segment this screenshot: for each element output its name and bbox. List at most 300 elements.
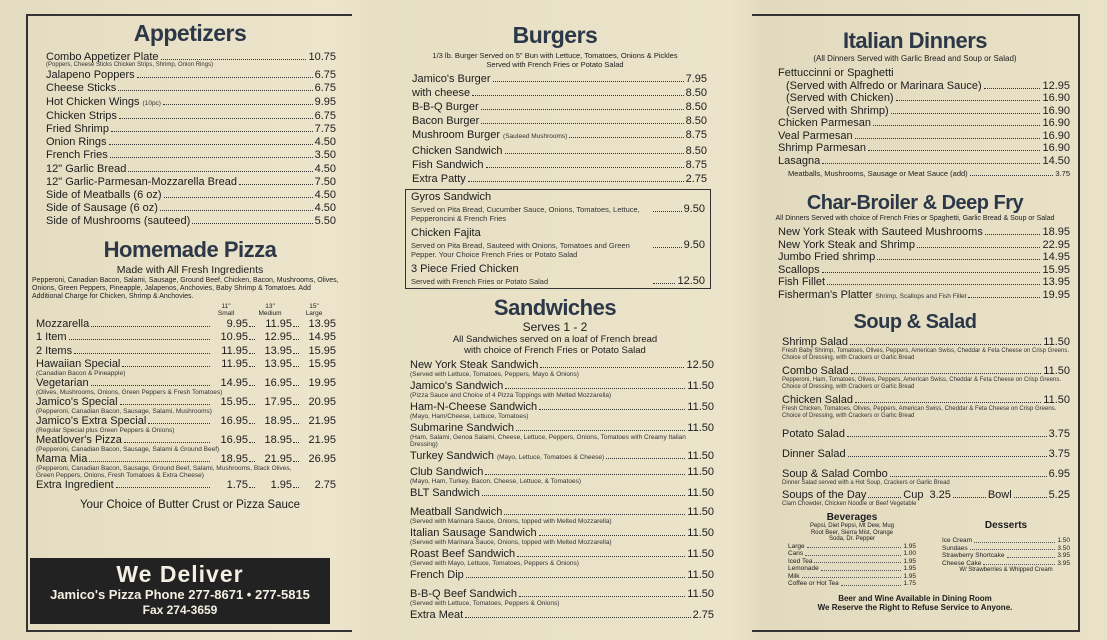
dessert-item [942, 545, 1070, 553]
pizza-note: (Pepperoni, Canadian Bacon, Sausage, Salami, Mushrooms) [36, 408, 212, 416]
special-name: Chicken Fajita [411, 227, 481, 239]
item-name: Mushroom Burger [412, 129, 501, 141]
dot-leader [69, 339, 210, 340]
we-deliver-banner [30, 558, 330, 624]
beverage-price: 1.95 [903, 557, 916, 565]
menu-item [782, 428, 1070, 440]
dot-leader [516, 430, 685, 431]
pizza-price-medium: 21.95 [264, 453, 292, 466]
menu-item [410, 609, 714, 621]
italian-intro: (All Dinners Served with Garlic Bread and Soup or Salad) [813, 54, 1017, 63]
soups-cup-label: Cup [903, 489, 924, 501]
dot-leader [984, 88, 1041, 89]
dot-leader [249, 385, 255, 386]
item-price: 16.90 [1042, 117, 1070, 129]
beverage-name: Coffee or Hot Tea [788, 580, 839, 588]
pizza-price-large: 15.95 [308, 358, 336, 371]
item-price: 8.50 [685, 87, 707, 99]
pizza-note: (Canadian Bacon & Pineapple) [36, 370, 126, 378]
item-name: BLT Sandwich [410, 487, 480, 499]
item-price: 11.50 [1043, 394, 1070, 406]
pizza-size: 11" [221, 302, 231, 310]
menu-item [46, 189, 336, 202]
item-note: (Served with Mayo, Lettuce, Tomatoes, Peppers & Onions) [410, 560, 579, 567]
dot-leader [122, 366, 210, 367]
dessert-name: Ice Cream [942, 537, 972, 544]
specials-box [405, 189, 711, 289]
menu-item [778, 155, 1070, 168]
pizza-price-large: 2.75 [314, 479, 336, 492]
dot-leader [293, 404, 299, 405]
menu-item [782, 365, 1070, 377]
dessert-price: 1.50 [1057, 537, 1070, 544]
item-name: 12" Garlic-Parmesan-Mozzarella Bread [46, 175, 237, 188]
dot-leader [91, 385, 210, 386]
pizza-size-column [292, 303, 336, 318]
pizza-name: 2 Items [36, 344, 73, 357]
pizza-price-small: 11.95 [221, 344, 248, 357]
item-price: 3.75 [1048, 448, 1070, 460]
menu-item [778, 80, 1070, 93]
menu-item [410, 401, 714, 413]
item-note: (Pizza Sauce and Choice of 4 Pizza Toppings with Melted Mozzarella) [410, 392, 612, 399]
item-price: 16.90 [1042, 142, 1070, 154]
item-price: 11.50 [1043, 336, 1070, 348]
special-price: 12.50 [677, 275, 705, 287]
item-price: 3.75 [1048, 428, 1070, 440]
pizza-title: Homemade Pizza [103, 236, 277, 262]
menu-item [46, 123, 336, 136]
item-price: 16.90 [1042, 92, 1070, 104]
item-name: French Dip [410, 569, 464, 581]
beverage-name: Large [788, 542, 805, 550]
pizza-price-medium: 16.95 [264, 377, 292, 390]
dot-leader [192, 223, 312, 224]
burgers-intro-2: Served with French Fries or Potato Salad [486, 60, 624, 69]
item-price: 11.50 [687, 450, 714, 462]
pizza-note: (Regular Special plus Green Peppers & Onions) [36, 427, 175, 435]
pizza-price-medium: 13.95 [264, 344, 292, 357]
item-name: Fisherman's Platter [778, 288, 873, 301]
item-price: 8.50 [685, 101, 707, 113]
deliver-phone: Jamico's Pizza Phone 277-8671 • 277-5815 [50, 587, 310, 602]
dot-leader [293, 423, 299, 424]
dot-leader [868, 497, 901, 498]
dot-leader [466, 577, 685, 578]
item-name: Side of Sausage (6 oz) [46, 202, 158, 215]
item-price: 4.50 [314, 189, 336, 202]
special-detail [411, 275, 705, 287]
item-name: Fettuccinni or Spaghetti [778, 67, 894, 79]
pizza-name: Extra Ingredient [36, 479, 114, 492]
pizza-name: 1 Item [36, 331, 67, 344]
menu-item [410, 569, 714, 581]
item-name: Side of Meatballs (6 oz) [46, 189, 162, 202]
dot-leader [896, 100, 1041, 101]
pizza-price-large: 21.95 [308, 415, 336, 428]
dessert-price: 3.95 [1057, 559, 1070, 567]
dot-leader [517, 556, 685, 557]
dot-leader [493, 81, 684, 82]
appetizers-title: Appetizers [133, 20, 247, 46]
item-price: 6.95 [1048, 468, 1070, 480]
dot-leader [847, 436, 1047, 437]
menu-item [410, 380, 714, 392]
item-price: 11.50 [687, 422, 714, 434]
dot-leader [485, 474, 685, 475]
burgers-intro-1: 1/3 lb. Burger Served on 5" Bun with Lettuce, Tomatoes, Onions & Pickles [432, 51, 678, 60]
dot-leader [148, 423, 210, 424]
pizza-size-label: Medium [258, 310, 282, 318]
item-name: Meatball Sandwich [410, 506, 503, 518]
menu-item [46, 215, 336, 228]
pizza-item [36, 377, 336, 389]
dot-leader [873, 125, 1041, 126]
dot-leader [161, 59, 307, 60]
item-note: Dinner Salad served with a Hot Soup, Crackers or Garlic Bread [782, 480, 950, 486]
item-name: Bacon Burger [412, 115, 480, 127]
dot-leader [486, 167, 684, 168]
item-price: 8.50 [685, 145, 707, 157]
item-inline-note: (10pc) [142, 99, 161, 107]
pizza-price-large: 21.95 [308, 434, 336, 447]
pizza-size-column [248, 303, 292, 318]
broiler-list [752, 226, 1078, 303]
beverage-item [788, 573, 916, 581]
item-name: Chicken Strips [46, 109, 117, 122]
dot-leader [505, 388, 685, 389]
pizza-price-medium: 1.95 [270, 479, 292, 492]
item-price: 22.95 [1042, 238, 1070, 251]
dot-leader [293, 442, 299, 443]
pizza-name: Jamico's Special [36, 396, 118, 409]
dot-leader [119, 118, 313, 119]
menu-item [410, 527, 714, 539]
dot-leader [805, 550, 901, 556]
pizza-price-medium: 18.95 [264, 434, 292, 447]
item-name: Extra Meat [410, 609, 464, 621]
deliver-title: We Deliver [116, 561, 244, 587]
item-note: Fresh Chicken, Tomatoes, Olives, Peppers, American Swiss, Cheddar & Feta Cheese on Crisp Greens. Choice of Dressing, with Crackers or Garlic Bread [782, 406, 1057, 419]
item-note: (Served with Marinara Sauce, Onions, topped with Melted Mozzarella) [410, 539, 612, 546]
dessert-item [942, 537, 1070, 545]
pizza-item [36, 358, 336, 370]
beverage-price: 1.00 [903, 550, 916, 558]
soups-bowl-label: Bowl [987, 489, 1012, 501]
dessert-name: Sundaes [942, 544, 968, 552]
dot-leader [293, 461, 299, 462]
pizza-note: (Pepperoni, Canadian Bacon, Sausage, Ground Beef, Salami, Mushrooms, Black Olives, Green Peppers, Onions, Fresh Tomatoes & Extra Cheese) [36, 465, 292, 480]
item-name: Roast Beef Sandwich [410, 548, 516, 560]
special-note: Served on Pita Bread, Sauteed with Onions, Tomatoes and Green Pepper. Your Choice French Fries or Potato Salad [411, 241, 630, 259]
pizza-item [36, 345, 336, 357]
menu-item [46, 136, 336, 149]
item-name: Chicken Sandwich [412, 145, 503, 157]
dot-leader [118, 90, 312, 91]
beverages-section [788, 512, 916, 588]
item-price: 11.50 [687, 401, 714, 413]
item-name: New York Steak Sandwich [410, 359, 539, 371]
dot-leader [249, 339, 255, 340]
item-name: French Fries [46, 149, 108, 162]
item-note: (Served with Lettuce, Tomatoes, Peppers & Onions) [410, 600, 560, 607]
beverage-name: Iced Tea [788, 557, 813, 565]
item-price: 12.95 [1042, 79, 1070, 92]
item-price: 12.50 [686, 359, 714, 371]
dot-leader [822, 272, 1041, 273]
menu-item [778, 239, 1070, 252]
item-name: Veal Parmesan [778, 129, 853, 142]
pizza-subtitle: Made with All Fresh Ingredients [116, 263, 264, 276]
menu-item [46, 202, 336, 215]
item-price: 2.75 [692, 609, 714, 621]
broiler-intro: All Dinners Served with choice of French Fries or Spaghetti, Garlic Bread & Soup or Salad [775, 215, 1055, 222]
item-note: Fresh Baby Shrimp, Tomatoes, Olives, Peppers, American Swiss, Cheddar & Feta Cheese on Crisp Greens. Choice of Dressing, with Crackers or Garlic Bread [782, 348, 1070, 361]
item-name: Fried Shrimp [46, 123, 109, 136]
dot-leader [877, 259, 1040, 260]
dot-leader [116, 487, 210, 488]
pizza-price-medium: 11.95 [265, 317, 292, 330]
item-price: 3.50 [314, 149, 336, 162]
pizza-price-small: 14.95 [220, 377, 248, 390]
pizza-item [36, 396, 336, 408]
item-price: 15.95 [1042, 263, 1070, 276]
menu-item [778, 264, 1070, 277]
item-price: 11.50 [687, 487, 714, 499]
item-price: 6.75 [314, 82, 336, 95]
menu-item [46, 110, 336, 123]
pizza-note: (Pepperoni, Canadian Bacon, Sausage, Salami & Ground Beef) [36, 446, 220, 454]
dot-leader [504, 514, 685, 515]
dot-leader [822, 163, 1040, 164]
pizza-price-small: 16.95 [220, 415, 248, 428]
menu-item [778, 226, 1070, 239]
dot-leader [891, 113, 1041, 114]
beverage-item [788, 565, 916, 573]
item-price: 14.95 [1042, 251, 1070, 263]
pizza-item [36, 479, 336, 491]
dot-leader [827, 284, 1040, 285]
pizza-price-small: 18.95 [220, 453, 248, 466]
item-name: Submarine Sandwich [410, 422, 514, 434]
item-price: 10.75 [308, 51, 336, 63]
pizza-size-label: Large [305, 310, 323, 318]
beverage-name: Lemonade [788, 565, 819, 573]
item-name: with cheese [412, 87, 471, 99]
item-name: Dinner Salad [782, 448, 846, 460]
beverages-list [788, 543, 916, 589]
dot-leader [970, 545, 1056, 551]
menu-item [778, 105, 1070, 118]
dot-leader [249, 442, 255, 443]
pizza-name: Hawaiian Special [36, 358, 121, 371]
pizza-size: 15" [309, 302, 319, 310]
menu-item [412, 86, 707, 100]
item-price: 4.50 [314, 136, 336, 149]
broiler-title: Char-Broiler & Deep Fry [806, 192, 1024, 214]
menu-item [46, 176, 336, 189]
beverages-title: Beverages [826, 512, 878, 523]
item-inline-note: (Sauteed Mushrooms) [503, 133, 568, 140]
dot-leader [249, 404, 255, 405]
item-price: 19.95 [1042, 288, 1070, 301]
dot-leader [293, 385, 299, 386]
menu-item [412, 114, 707, 128]
menu-item [412, 128, 707, 144]
dot-leader [111, 131, 313, 132]
pizza-item [36, 415, 336, 427]
dot-leader [293, 339, 299, 340]
pizza-size-column [204, 303, 248, 318]
item-note: Pepperoni, Ham, Tomatoes, Olives, Peppers, American Swiss, Cheddar & Feta Cheese on Crisp Greens. Choice of Dressing, with Crackers or Garlic Bread [782, 377, 1062, 390]
item-price: 16.90 [1042, 104, 1070, 117]
bev-dessert-area [752, 508, 1078, 588]
item-price: 11.50 [687, 548, 714, 560]
menu-item [778, 276, 1070, 289]
dessert-price: 3.95 [1057, 552, 1070, 560]
item-name: Combo Appetizer Plate [46, 51, 159, 63]
menu-item [782, 468, 1070, 480]
menu-item [782, 394, 1070, 406]
item-price: 16.90 [1042, 129, 1070, 142]
dot-leader [249, 326, 255, 327]
item-price: 8.50 [685, 115, 707, 127]
dot-leader [917, 247, 1041, 248]
dot-leader [293, 366, 299, 367]
menu-item [46, 96, 336, 110]
item-name: B-B-Q Beef Sandwich [410, 588, 517, 600]
item-name: Combo Salad [782, 365, 849, 377]
dot-leader [848, 456, 1047, 457]
dot-leader [109, 144, 313, 145]
item-note: (Mayo, Ham, Turkey, Bacon, Cheese, Lettuce, & Tomatoes) [410, 478, 582, 485]
pizza-price-small: 10.95 [220, 331, 248, 344]
menu-item [412, 172, 707, 186]
item-name: Jamico's Sandwich [410, 380, 504, 392]
dot-leader [540, 367, 684, 368]
burgers-list [370, 72, 740, 186]
dot-leader [1007, 552, 1056, 558]
menu-item [782, 336, 1070, 348]
dot-leader [807, 543, 902, 549]
menu-item [410, 466, 714, 478]
dot-leader [481, 123, 683, 124]
soup-salad-title: Soup & Salad [853, 311, 977, 333]
dot-leader [472, 95, 683, 96]
dot-leader [569, 137, 683, 138]
pizza-price-large: 13.95 [308, 317, 336, 330]
right-panel [752, 14, 1080, 632]
footer-line-2: We Reserve the Right to Refuse Service to Anyone. [817, 603, 1013, 613]
pizza-name: Jamico's Extra Special [36, 415, 147, 428]
dot-leader [293, 326, 299, 327]
menu-item [412, 158, 707, 172]
special-name: 3 Piece Fried Chicken [411, 263, 519, 275]
lasagna-addon-note: Meatballs, Mushrooms, Sausage or Meat Sauce (add) [788, 169, 968, 178]
soups-cup-price: 3.25 [929, 489, 951, 501]
item-name: Jalapeno Poppers [46, 69, 135, 82]
sandwiches-intro-1: All Sandwiches served on a loaf of French bread [452, 334, 658, 345]
item-name: Extra Patty [412, 173, 466, 185]
special-detail [411, 203, 705, 223]
dot-leader [855, 402, 1041, 403]
menu-item [782, 448, 1070, 460]
beverage-price: 1.95 [903, 542, 916, 550]
soups-name: Soups of the Day [782, 489, 867, 501]
dot-leader [110, 157, 313, 158]
item-price: 11.50 [687, 466, 714, 478]
soups-of-the-day [782, 489, 1070, 501]
dot-leader [249, 487, 255, 488]
special-note: Served on Pita Bread, Cucumber Sauce, Onions, Tomatoes, Lettuce, Pepperoncini & French Fries [411, 205, 640, 223]
item-note: (Poppers, Cheese Sticks Chicken Strips, Shrimp, Onion Rings) [46, 62, 214, 69]
pizza-name: Meatlover's Pizza [36, 434, 122, 447]
dot-leader [841, 580, 902, 586]
dot-leader [74, 353, 210, 354]
dot-leader [128, 171, 312, 172]
italian-title: Italian Dinners [842, 28, 988, 53]
pizza-size-label: Small [217, 310, 235, 318]
menu-item [410, 450, 714, 464]
item-note: (Mayo, Ham/Cheese, Lettuce, Tomatoes) [410, 413, 529, 420]
pizza-price-large: 15.95 [308, 344, 336, 357]
menu-item [778, 289, 1070, 304]
item-price: 11.50 [687, 527, 714, 539]
item-price: 8.75 [685, 159, 707, 171]
dot-leader [802, 573, 902, 579]
item-name: (Served with Chicken) [786, 92, 894, 104]
menu-item [410, 548, 714, 560]
item-price: 9.95 [314, 95, 336, 108]
pizza-price-small: 11.95 [221, 358, 248, 371]
dot-leader [1014, 497, 1047, 498]
item-name: Potato Salad [782, 428, 845, 440]
sandwiches-title: Sandwiches [493, 295, 617, 320]
dot-leader [249, 366, 255, 367]
dot-leader [606, 458, 685, 459]
dot-leader [821, 565, 902, 571]
special-note: Served with French Fries or Potato Salad [411, 277, 549, 286]
pizza-price-large: 20.95 [308, 396, 336, 409]
dot-leader [653, 247, 682, 248]
item-price: 11.50 [687, 506, 714, 518]
item-name: Chicken Parmesan [778, 117, 871, 129]
pizza-name: Mama Mia [36, 453, 88, 466]
dot-leader [293, 487, 299, 488]
beverage-item [788, 558, 916, 566]
dot-leader [814, 558, 901, 564]
item-name: New York Steak and Shrimp [778, 238, 915, 251]
dessert-price: 3.50 [1057, 544, 1070, 552]
menu-item [410, 506, 714, 518]
menu-item [46, 69, 336, 82]
pizza-size-header [28, 301, 352, 318]
item-price: 4.50 [314, 202, 336, 215]
item-name: Side of Mushrooms (sauteed) [46, 215, 191, 228]
dot-leader [468, 181, 684, 182]
dot-leader [482, 495, 685, 496]
dot-leader [120, 404, 210, 405]
dot-leader [505, 153, 684, 154]
item-price: 18.95 [1042, 226, 1070, 238]
lasagna-addon-price: 3.75 [1055, 169, 1070, 178]
beverage-price: 1.95 [903, 565, 916, 573]
special-name: Gyros Sandwich [411, 191, 492, 203]
item-name: Shrimp Salad [782, 336, 849, 348]
pizza-name: Mozzarella [36, 317, 90, 330]
pizza-price-medium: 12.95 [264, 331, 292, 344]
dot-leader [519, 596, 685, 597]
